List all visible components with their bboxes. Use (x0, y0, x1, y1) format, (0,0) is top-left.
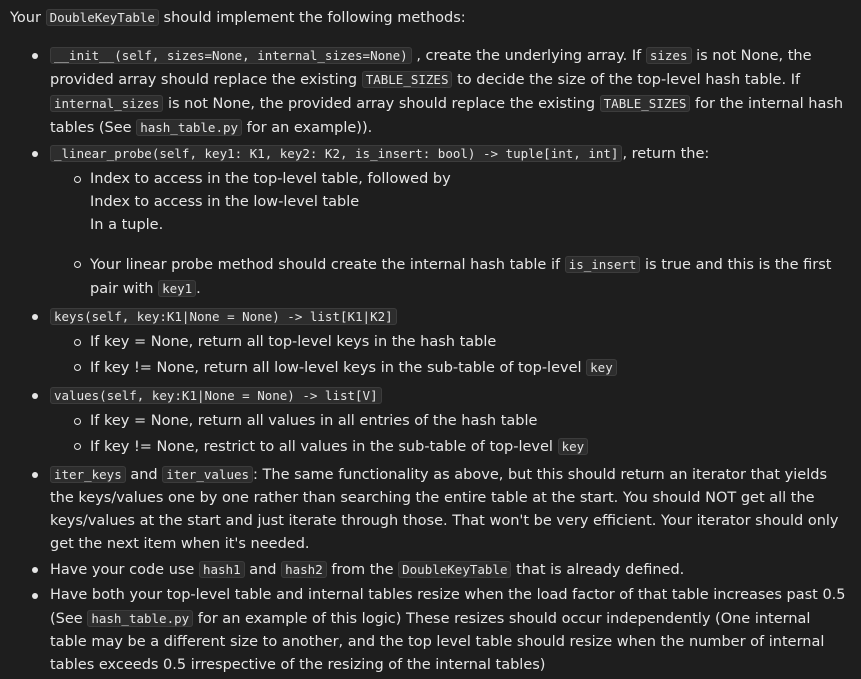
code-iter-values: iter_values (162, 466, 253, 483)
init-text-2: is not None, the provided array should replace the existing (50, 48, 812, 88)
probe-return-line-3: In a tuple. (90, 217, 164, 233)
method-list (10, 44, 850, 677)
probe-create-text-2: is true and this is the first pair with (90, 257, 832, 297)
iter-text-2: : The same functionality as above, but this should return an iterator that yields the keys/values one by one rather than searching the entire table at the start. You should NOT get all the keys/values at the start and just iterate through those. That won't be very efficient. Your iterator should only get the next item when it's needed. (50, 467, 839, 552)
intro-paragraph (10, 6, 850, 30)
values-sub-list (50, 410, 850, 459)
init-text-3: to decide the size of the top-level hash table. If (452, 72, 801, 88)
code-doublekeytable: DoubleKeyTable (46, 9, 159, 26)
hash-text-4: that is already defined. (511, 562, 685, 578)
list-item-linear-probe (10, 142, 850, 301)
init-text-6: for an example)). (242, 120, 373, 136)
init-text-1: , create the underlying array. If (411, 48, 646, 64)
hash-text-2: and (244, 562, 282, 578)
code-linear-probe-signature: _linear_probe(self, key1: K1, key2: K2, is_insert: bool) -> tuple[int, int] (50, 145, 622, 162)
probe-create-text-1: Your linear probe method should create the internal hash table if (90, 257, 565, 273)
probe-text-1: , return the: (622, 146, 710, 162)
list-item-values (10, 384, 850, 459)
code-hash-table-py-2: hash_table.py (87, 610, 193, 627)
keys-sub-item-key (50, 356, 850, 380)
probe-return-line-2: Index to access in the low-level table (90, 194, 360, 210)
code-is-insert: is_insert (565, 256, 641, 273)
values-sub-item-none: If key = None, return all values in all entries of the hash table (50, 410, 850, 433)
code-key-2: key (558, 438, 589, 455)
assignment-document (10, 6, 850, 679)
code-sizes: sizes (646, 47, 692, 64)
list-item-resize (10, 584, 850, 677)
probe-create-text-3: . (196, 281, 201, 297)
code-iter-keys: iter_keys (50, 466, 126, 483)
hash-text-3: from the (326, 562, 399, 578)
probe-sub-item-return (50, 168, 850, 251)
code-doublekeytable-2: DoubleKeyTable (398, 561, 511, 578)
keys-key-text: If key != None, return all low-level keys in the sub-table of top-level (90, 360, 587, 376)
list-item-keys (10, 305, 850, 380)
resize-text-1: Have both your top-level table and internal tables resize when the load factor of that table increases past 0.5 (See (50, 587, 846, 627)
intro-text-2: should implement the following methods: (158, 10, 466, 26)
list-item-init (10, 44, 850, 140)
code-key1: key1 (158, 280, 196, 297)
keys-sub-list (50, 331, 850, 380)
code-init-signature: __init__(self, sizes=None, internal_sizes=None) (50, 47, 412, 64)
code-hash1: hash1 (199, 561, 245, 578)
iter-text-1: and (125, 467, 163, 483)
probe-sub-item-create (50, 253, 850, 301)
intro-text-1: Your (10, 10, 46, 26)
resize-text-2: for an example of this logic) These resizes should occur independently (One internal table may be a different size to another, and the top level table should resize when the number of internal tables exceeds 0.5 irrespective of the resizing of the internal tables) (50, 611, 825, 673)
code-hash-table-py: hash_table.py (136, 119, 242, 136)
code-internal-sizes: internal_sizes (50, 95, 163, 112)
init-text-4: is not None, the provided array should replace the existing (163, 96, 600, 112)
init-text-5: for the internal hash tables (See (50, 96, 844, 136)
code-table-sizes-2: TABLE_SIZES (600, 95, 691, 112)
code-keys-signature: keys(self, key:K1|None = None) -> list[K1|K2] (50, 308, 397, 325)
code-hash2: hash2 (281, 561, 327, 578)
code-table-sizes: TABLE_SIZES (362, 71, 453, 88)
list-item-iterators (10, 463, 850, 556)
hash-text-1: Have your code use (50, 562, 199, 578)
probe-sub-list (50, 168, 850, 301)
values-key-text: If key != None, restrict to all values in the sub-table of top-level (90, 439, 558, 455)
code-key: key (586, 359, 617, 376)
list-item-hash-functions (10, 558, 850, 582)
probe-return-line-1: Index to access in the top-level table, followed by (90, 171, 451, 187)
keys-sub-item-none: If key = None, return all top-level keys in the hash table (50, 331, 850, 354)
code-values-signature: values(self, key:K1|None = None) -> list[V] (50, 387, 382, 404)
values-sub-item-key (50, 435, 850, 459)
